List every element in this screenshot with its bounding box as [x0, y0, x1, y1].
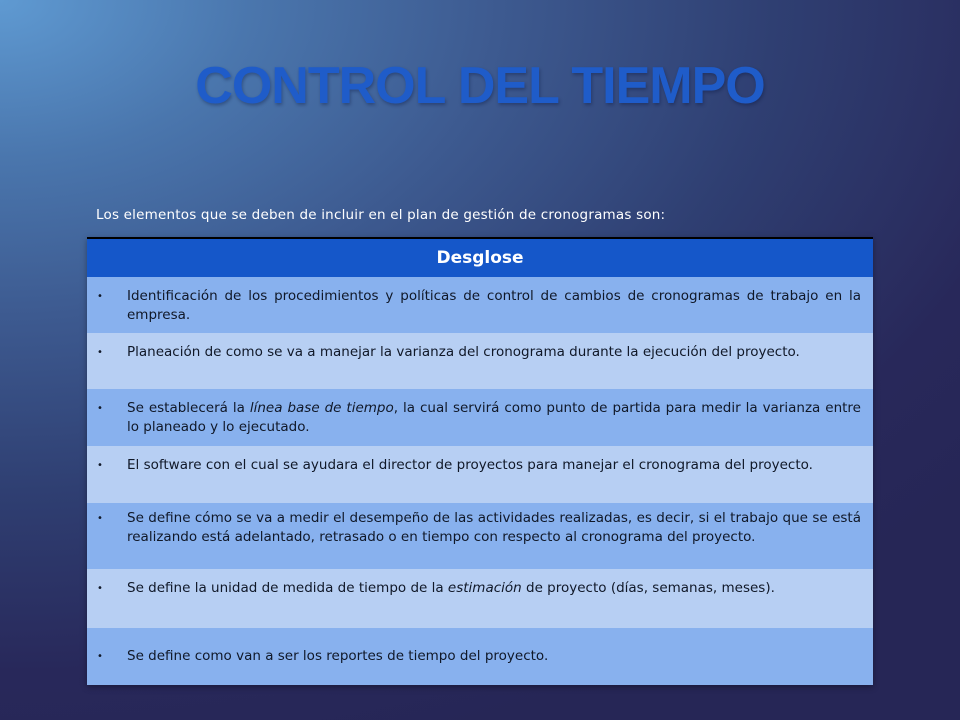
- table-row: [87, 333, 873, 389]
- bullet-icon: •: [97, 460, 103, 471]
- bullet-icon: •: [97, 347, 103, 358]
- breakdown-table: [87, 237, 873, 685]
- row-text: Planeación de como se va a manejar la varianza del cronograma durante la ejecución del proyecto.: [127, 344, 800, 360]
- row-text: Se define la unidad de medida de tiempo de la estimación de proyecto (días, semanas, meses).: [127, 580, 775, 596]
- table-row: [87, 446, 873, 503]
- bullet-icon: •: [97, 583, 103, 594]
- emphasis-text: línea base de tiempo: [249, 400, 394, 416]
- emphasis-text: estimación: [447, 580, 522, 596]
- table-header: Desglose: [87, 237, 873, 277]
- bullet-icon: •: [97, 651, 103, 662]
- row-text: El software con el cual se ayudara el director de proyectos para manejar el cronograma del proyecto.: [127, 457, 813, 473]
- row-text: Identificación de los procedimientos y políticas de control de cambios de cronogramas de trabajo en la empresa.: [127, 288, 861, 323]
- table-row: [87, 277, 873, 333]
- bullet-icon: •: [97, 403, 103, 414]
- row-text: Se define cómo se va a medir el desempeño de las actividades realizadas, es decir, si el trabajo que se está realizando está adelantado, retrasado o en tiempo con respecto al cronograma del proyecto.: [127, 510, 861, 545]
- bullet-icon: •: [97, 513, 103, 524]
- table-row: [87, 628, 873, 685]
- row-text: Se define como van a ser los reportes de tiempo del proyecto.: [127, 648, 549, 664]
- bullet-icon: •: [97, 291, 103, 302]
- table-row: [87, 569, 873, 628]
- table-row: [87, 503, 873, 569]
- row-text: Se establecerá la línea base de tiempo, la cual servirá como punto de partida para medir la varianza entre lo planeado y lo ejecutado.: [127, 400, 861, 435]
- intro-text: Los elementos que se deben de incluir en el plan de gestión de cronogramas son:: [96, 207, 666, 223]
- table-row: [87, 389, 873, 446]
- slide-title: CONTROL DEL TIEMPO: [195, 57, 765, 115]
